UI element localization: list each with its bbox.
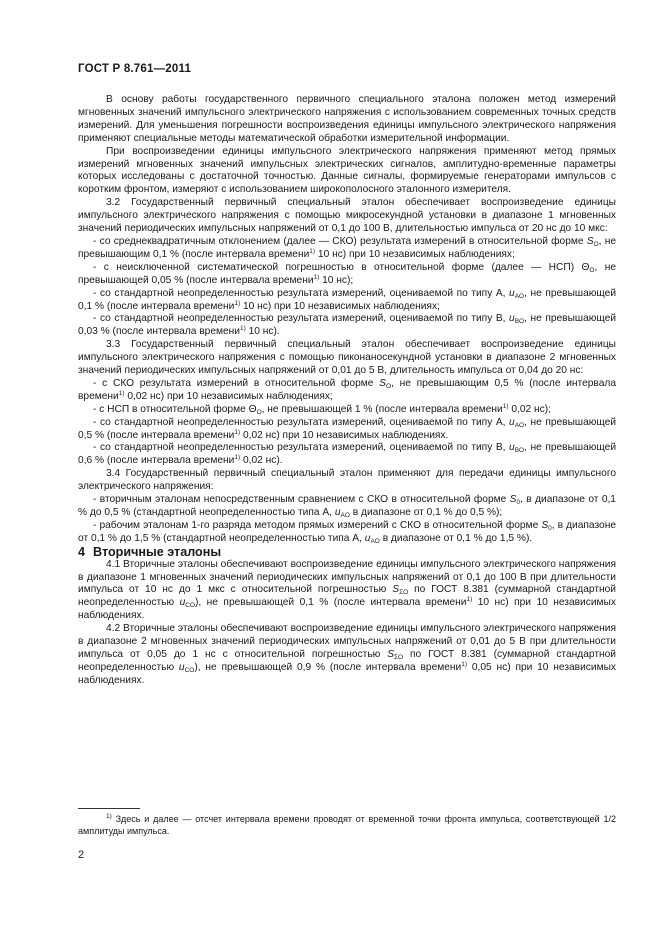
list-item: - со стандартной неопределенностью результата измерений, оцениваемой по типу В, $u_{BO}$, не превышающей 0,6 % (после интервала времени$^{1)}$ 0,02 нс). [78,442,617,467]
paragraph-3-2: 3.2 Государственный первичный специальный эталон обеспечивает воспроизведение единицы импульсного электрического напряжения с помощью микросекундной установки в диапазоне 1 мгновенных значений периодических импульсных напряжений от 0,1 до 100 В, длительностью импульса от 20 нс до 10 мкс: [78,197,616,235]
section-heading: 4 Вторичные эталоны [78,544,222,559]
list-item: - рабочим эталонам 1-го разряда методом прямых измерений с СКО в относительной форме $S_0$, в диапазоне от 0,1 % до 1,5 % (стандартной неопределенностью типа А, $u_{AO}$ в диапазоне от 0,1 % до 1,5 %). [78,519,616,545]
list-item: - с НСП в относительной форме $\Theta_O$, не превышающей 1 % (после интервала времени$^{1)}$ 0,02 нс); [93,402,551,416]
footnote: $^{1)}$ Здесь и далее — отсчет интервала времени проводят от временной точки фронта импульса, соответствующей 1/2 амплитуды импульса. [78,813,616,836]
list-item: - со стандартной неопределенностью результата измерений, оцениваемой по типу А, $u_{AO}$, не превышающей 0,5 % (после интервала времени$^{1)}$ 0,02 нс) при 10 независимых наблюдениях. [78,416,617,441]
list-item: - с неисключенной систематической погрешностью в относительной форме (далее — НСП) $\Theta_O$, не превышающей 0,05 % (после интервала времени$^{1)}$ 10 нс); [78,261,616,286]
paragraph-3-4: 3.4 Государственный первичный специальный эталон применяют для передачи единицы импульсного электрического напряжения: [78,468,616,493]
paragraph-4-1: 4.1 Вторичные эталоны обеспечивают воспроизведение единицы импульсного электрического напряжения в диапазоне 1 мгновенных значений периодических импульсных напряжений от 0,1 до 100 В при длительности импульса от 10 нс до 1 мкс с относительной погрешностью $S_{\Sigma O}$ по ГОСТ 8.381 (суммарной стандартной неопределенностью $u_{CO}$), не превышающей 0,1 % (после интервала времени$^{1)}$ 10 нс) при 10 независимых наблюдениях. [78,558,616,622]
list-item: - с СКО результата измерений в относительной форме $S_O$, не превышающим 0,5 % (после интервала времени$^{1)}$ 0,02 нс) при 10 независимых наблюдениях; [78,377,616,402]
document-header: ГОСТ Р 8.761—2011 [78,63,192,75]
list-item: - со среднеквадратичным отклонением (далее — СКО) результата измерений в относительной форме $S_O$, не превышающим 0,1 % (после интервала времени$^{1)}$ 10 нс) при 10 независимых наблюдениях; [78,235,617,260]
list-item: - со стандартной неопределенностью результата измерений, оцениваемой по типу В, $u_{BO}$, не превышающей 0,03 % (после интервала времени$^{1)}$ 10 нс). [78,313,617,338]
page-body [78,94,616,688]
list-item: - вторичным эталонам непосредственным сравнением с СКО в относительной форме $S_0$, в диапазоне от 0,1 % до 0,5 % (стандартной неопределенностью типа А, $u_{AO}$ в диапазоне от 0,1 % до 0,5 %); [78,494,616,519]
footnote-divider [78,808,140,809]
paragraph-intro: В основу работы государственного первичного специального эталона положен метод измерений мгновенных значений импульсного электрического напряжения с использованием современных точных средств измерений. Для уменьшения погрешности воспроизведения единицы импульсного электрического напряжения применяют специальные методы математической обработки измерительной информации. [78,94,616,144]
list-item: - со стандартной неопределенностью результата измерений, оцениваемой по типу А, $u_{AO}$, не превышающей 0,1 % (после интервала времени$^{1)}$ 10 нс) при 10 независимых наблюдениях; [78,287,617,312]
page-number: 2 [78,849,85,861]
paragraph-4-2: 4.2 Вторичные эталоны обеспечивают воспроизведение единицы импульсного электрического напряжения в диапазоне 2 мгновенных значений периодических импульсных напряжений от 0,01 до 5 В при длительности импульса от 0,05 до 1 нс с относительной погрешностью $S_{\Sigma O}$ по ГОСТ 8.381 (суммарной стандартной неопределенностью $u_{CO}$), не превышающей 0,9 % (после интервала времени$^{1)}$ 0,05 нс) при 10 независимых наблюдениях. [78,623,616,686]
paragraph-method: При воспроизведении единицы импульсного электрического напряжения применяют метод прямых измерений мгновенных значений импульсных электрических сигналов, амплитудно-временные параметры которых исследованы с достаточной точностью. Данные сигналы, формируемые генераторами импульсов с коротким фронтом, измеряют с использованием широкополосного эталонного измерителя. [78,145,616,196]
paragraph-3-3: 3.3 Государственный первичный специальный эталон обеспечивает воспроизведение единицы импульсного электрического напряжения с помощью пиконаносекундной установки в диапазоне 2 мгновенных значений периодических импульсных напряжений от 0,01 до 5 В, длительность импульса от 0,04 до 20 нс: [78,339,616,377]
